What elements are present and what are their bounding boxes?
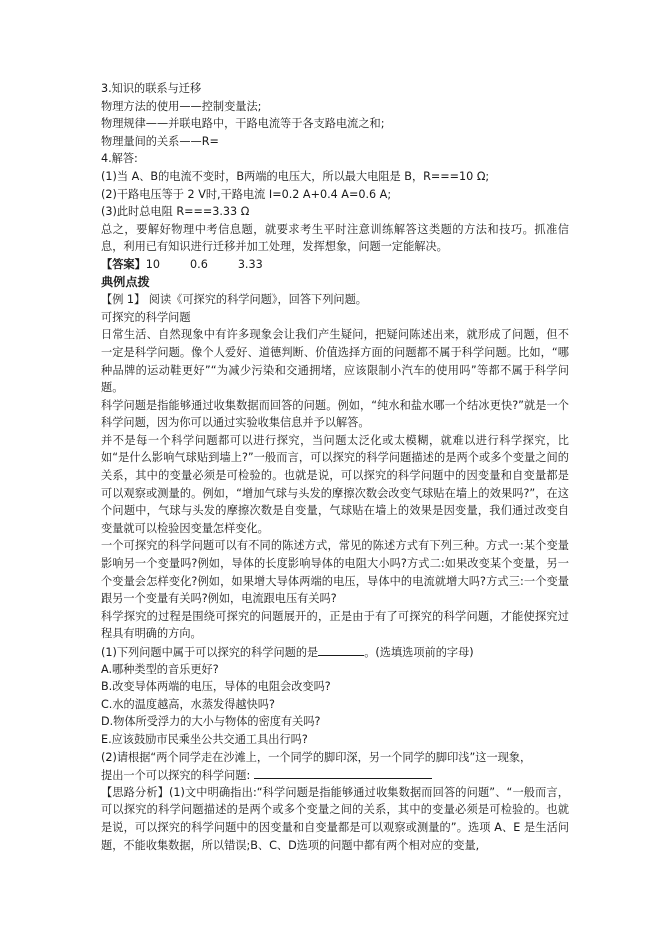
- question-1: [101, 643, 569, 661]
- relation-line: 物理量间的关系——R=: [101, 134, 219, 148]
- summary-paragraph: 总之，要解好物理中考信息题，就要求考生平时注意训练解答这类题的方法和技巧。抓准信息，利用已有知识进行迁移并加工处理，发挥想象，问题一定能解决。: [101, 222, 569, 254]
- document-body: [101, 80, 569, 854]
- analysis-paragraph: 【思路分析】(1)文中明确指出:“科学问题是指能够通过收集数据而回答的问题”、“一般而言，可以探究的科学问题描述的是两个或多个变量之间的关系，其中的变量必须是可检验的。也就是说，可以探究的科学问题中的因变量和自变量都是可以观察或测量的”。选项 A、E 是生活问题，不能收集数据，所以错误;B、C、D选项的问题中都有两个相对应的变量,: [101, 785, 569, 852]
- option-b: B.改变导体两端的电压，导体的电阻会改变吗?: [101, 680, 331, 694]
- solution-step-1: (1)当 A、B的电流不变时，B两端的电压大，所以最大电阻是 B，R===10 Ω;: [101, 169, 490, 183]
- question-2-text: (2)请根据“两个同学走在沙滩上，一个同学的脚印深，另一个同学的脚印浅”这一现象，: [101, 750, 532, 764]
- question-1-text: (1)下列问题中属于可以探究的科学问题的是: [101, 646, 319, 659]
- answer-blank-1: [318, 643, 364, 656]
- answer-label: 【答案】: [101, 257, 146, 271]
- answer-line: [101, 256, 569, 274]
- article-paragraph-4: 一个可探究的科学问题可以有不同的陈述方式，常见的陈述方式有下列三种。方式一:某个变量影响另一个变量吗?例如，导体的长度影响导体的电阻大小吗?方式二:如果改变某个变量，另一个变量会怎样变化?例如，如果增大导体两端的电压，导体中的电流就增大吗?方式三:一个变量跟另一个变量有关吗?例如，电流跟电压有关吗?: [101, 539, 569, 606]
- example-heading: 典例点拨: [101, 274, 150, 289]
- answer-value-3: 3.33: [237, 257, 263, 271]
- question-2-prompt-line: [101, 766, 569, 784]
- option-a: A.哪种类型的音乐更好?: [101, 662, 219, 676]
- article-paragraph-3: 并不是每一个科学问题都可以进行探究，当问题太泛化或太模糊，就难以进行科学探究，比如“是什么影响气球贴到墙上?”一般而言，可以探究的科学问题描述的是两个或多个变量之间的关系，其中的变量必须是可检验的。也就是说，可以探究的科学问题中的因变量和自变量都是可以观察或测量的。例如，“增加气球与头发的摩擦次数会改变气球贴在墙上的效果吗?”，在这个问题中，气球与头发的摩擦次数是自变量，气球贴在墙上的效果是因变量，我们通过改变自变量就可以检验因变量怎样变化。: [101, 433, 569, 535]
- law-line: 物理规律——并联电路中，干路电流等于各支路电流之和;: [101, 117, 385, 131]
- option-c: C.水的温度越高，水蒸发得越快吗?: [101, 697, 275, 711]
- example-intro: 【例 1】 阅读《可探究的科学问题》，回答下列问题。: [101, 293, 367, 307]
- article-title: 可探究的科学问题: [101, 310, 191, 324]
- section-title: 3.知识的联系与迁移: [101, 82, 202, 95]
- question-1-hint: 。(选填选项前的字母): [364, 646, 474, 659]
- solution-label: 4.解答:: [101, 152, 138, 166]
- answer-value-2: 0.6: [190, 257, 208, 271]
- solution-step-2: (2)干路电压等于 2 V时,干路电流 I=0.2 A+0.4 A=0.6 A;: [101, 187, 392, 201]
- option-d: D.物体所受浮力的大小与物体的密度有关吗?: [101, 715, 321, 729]
- answer-value-1: 10: [145, 257, 161, 271]
- option-e: E.应该鼓励市民乘坐公共交通工具出行吗?: [101, 732, 308, 746]
- method-line: 物理方法的使用——控制变量法;: [101, 99, 262, 113]
- article-paragraph-2: 科学问题是指能够通过收集数据而回答的问题。例如，“纯水和盐水哪一个结冰更快?”就是一个科学问题，因为你可以通过实验收集信息并予以解答。: [101, 398, 569, 430]
- answer-blank-2: [254, 766, 432, 779]
- question-2-prompt: 提出一个可以探究的科学问题:: [101, 769, 251, 783]
- article-paragraph-1: 日常生活、自然现象中有许多现象会让我们产生疑问，把疑问陈述出来，就形成了问题，但不一定是科学问题。像个人爱好、道德判断、价值选择方面的问题都不属于科学问题。比如，“哪种品牌的运动鞋更好”“为减少污染和交通拥堵，应该限制小汽车的使用吗”等都不属于科学问题。: [101, 328, 569, 395]
- article-paragraph-5: 科学探究的过程是围绕可探究的问题展开的，正是由于有了可探究的科学问题，才能使探究过程具有明确的方向。: [101, 609, 569, 641]
- solution-step-3: (3)此时总电阻 R===3.33 Ω: [101, 205, 250, 219]
